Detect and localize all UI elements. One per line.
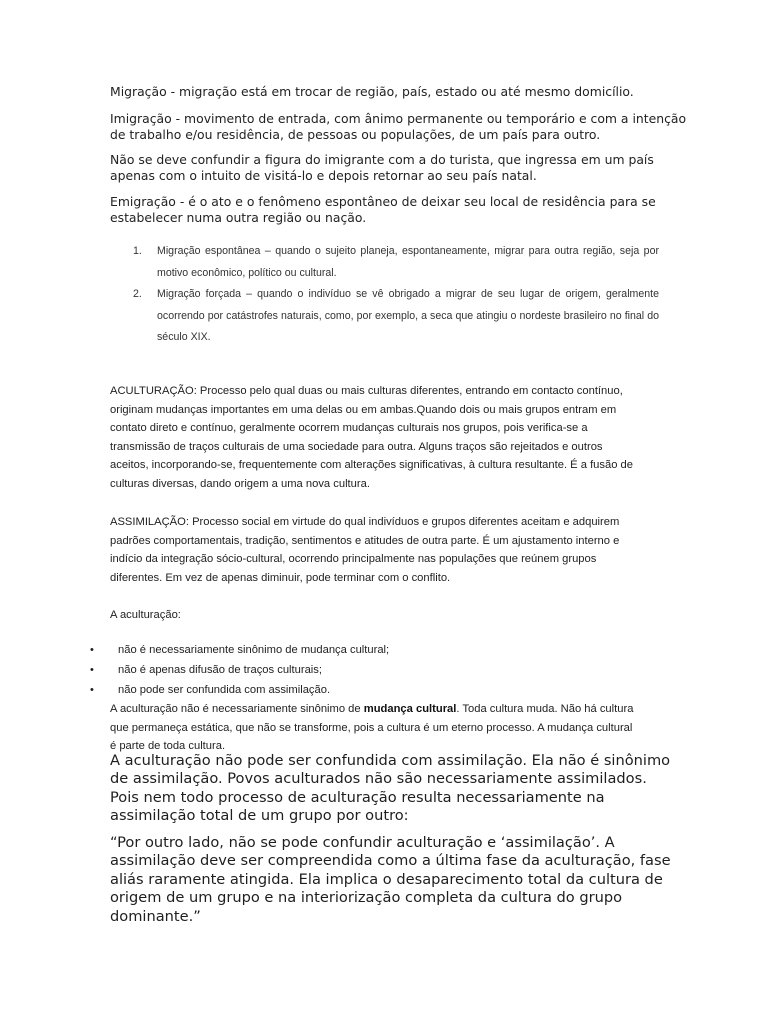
paragraph-line: Emigração - é o ato e o fenômeno espontâneo de deixar seu local de residência para se [110,194,656,209]
paragraph-citacao [110,834,671,926]
paragraph-line: contato direto e contínuo, geralmente ocorrem mudanças culturais nos grupos, pois verifica-se a [110,422,588,435]
text-run: . Toda cultura muda. Não há cultura [456,703,634,715]
paragraph-line: dominante.” [110,907,201,925]
paragraph-line: padrões comportamentais, tradição, sentimentos e atitudes de outra parte. É um ajustamento interno e [110,534,620,547]
paragraph-line: A aculturação não pode ser confundida com assimilação. Ela não é sinônimo [110,752,671,769]
list-item [133,284,659,349]
list-item-text: não é apenas difusão de traços culturais; [118,663,322,676]
heading-a-aculturacao: A aculturação: [110,609,181,621]
list-item-text: Migração forçada – quando o indivíduo se vê obrigado a migrar de seu lugar de origem, geralmente ocorrendo por catástrofes naturais, como, por exemplo, a seca que atingiu o nordeste brasileiro no final do século XIX. [157,288,659,343]
paragraph-line: estabelecer numa outra região ou nação. [110,210,367,225]
paragraph-assimilacao [110,513,619,587]
paragraph-turista [110,152,654,184]
paragraph-emigracao [110,194,656,226]
paragraph-line: de trabalho e/ou residência, de pessoas ou populações, de um país para outro. [110,127,601,142]
paragraph-line: Não se deve confundir a figura do imigrante com a do turista, que ingressa em um país [110,152,654,167]
paragraph-line: aceitos, incorporando-se, frequentemente com alterações significativas, à cultura resultante. É a fusão de [110,459,633,472]
list-item-text: não é necessariamente sinônimo de mudança cultural; [118,644,390,656]
paragraph-line: Imigração - movimento de entrada, com ânimo permanente ou temporário e com a intenção [110,111,687,126]
paragraph-line: aliás raramente atingida. Ela implica o desaparecimento total da cultura de [110,870,663,888]
paragraph-line: assimilação deve ser compreendida como a última fase da aculturação, fase [110,852,671,870]
list-item [90,681,389,701]
paragraph-line: indício da integração sócio-cultural, ocorrendo principalmente nas populações que reúnem grupos [110,553,597,566]
list-item-text: Migração espontânea – quando o sujeito planeja, espontaneamente, migrar para outra região, seja por motivo econômico, político ou cultural. [157,245,659,279]
bold-term: mudança cultural [363,703,457,715]
paragraph-line: apenas com o intuito de visitá-lo e depois retornar ao seu país natal. [110,168,537,183]
paragraph-line: é parte de toda cultura. [110,740,226,753]
paragraph-line: originam mudanças importantes em uma delas ou em ambas.Quando dois ou mais grupos entram em [110,403,617,416]
paragraph-line: ASSIMILAÇÃO: Processo social em virtude do qual indivíduos e grupos diferentes aceitam e adquirem [110,516,620,528]
paragraph-conclusao [110,752,670,826]
paragraph-line: assimilação total de um grupo por outro: [110,807,409,825]
list-item [133,241,659,284]
paragraph-line: transmissão de traços culturais de uma sociedade para outra. Alguns traços são rejeitados e outros [110,440,603,453]
paragraph-line: que permaneça estática, que não se transforme, pois a cultura é um eterno processo. A mudança cultural [110,721,633,734]
list-item [90,641,389,661]
paragraph-line: culturas diversas, dando origem a uma nova cultura. [110,477,370,490]
paragraph-mudanca-cultural [110,700,633,756]
paragraph-line: diferentes. Em vez de apenas diminuir, pode terminar com o conflito. [110,571,451,584]
paragraph-line: Pois nem todo processo de aculturação resulta necessariamente na [110,788,605,806]
paragraph-aculturacao [110,382,633,494]
paragraph-line: origem de um grupo e na interiorização completa da cultura do grupo [110,889,623,907]
paragraph-line [110,700,633,719]
list-number: 2. [133,288,142,300]
paragraph-line: “Por outro lado, não se pode confundir aculturação e ‘assimilação’. A [110,834,615,851]
paragraph-imigracao [110,111,686,143]
paragraph-line: ACULTURAÇÃO: Processo pelo qual duas ou mais culturas diferentes, entrando em contacto contínuo, [110,385,623,397]
bullet-icon: • [90,683,94,696]
bullet-icon: • [90,644,94,656]
paragraph-line: de assimilação. Povos aculturados não são necessariamente assimilados. [110,770,647,788]
list-item [90,661,389,681]
list-number: 1. [133,245,142,257]
text-run: A aculturação não é necessariamente sinônimo de [110,703,364,715]
aculturacao-bullet-list [90,641,389,700]
bullet-icon: • [90,663,94,676]
migration-types-list [133,241,659,349]
list-item-text: não pode ser confundida com assimilação. [118,683,331,696]
paragraph-migracao: Migração - migração está em trocar de região, país, estado ou até mesmo domicílio. [110,84,634,99]
